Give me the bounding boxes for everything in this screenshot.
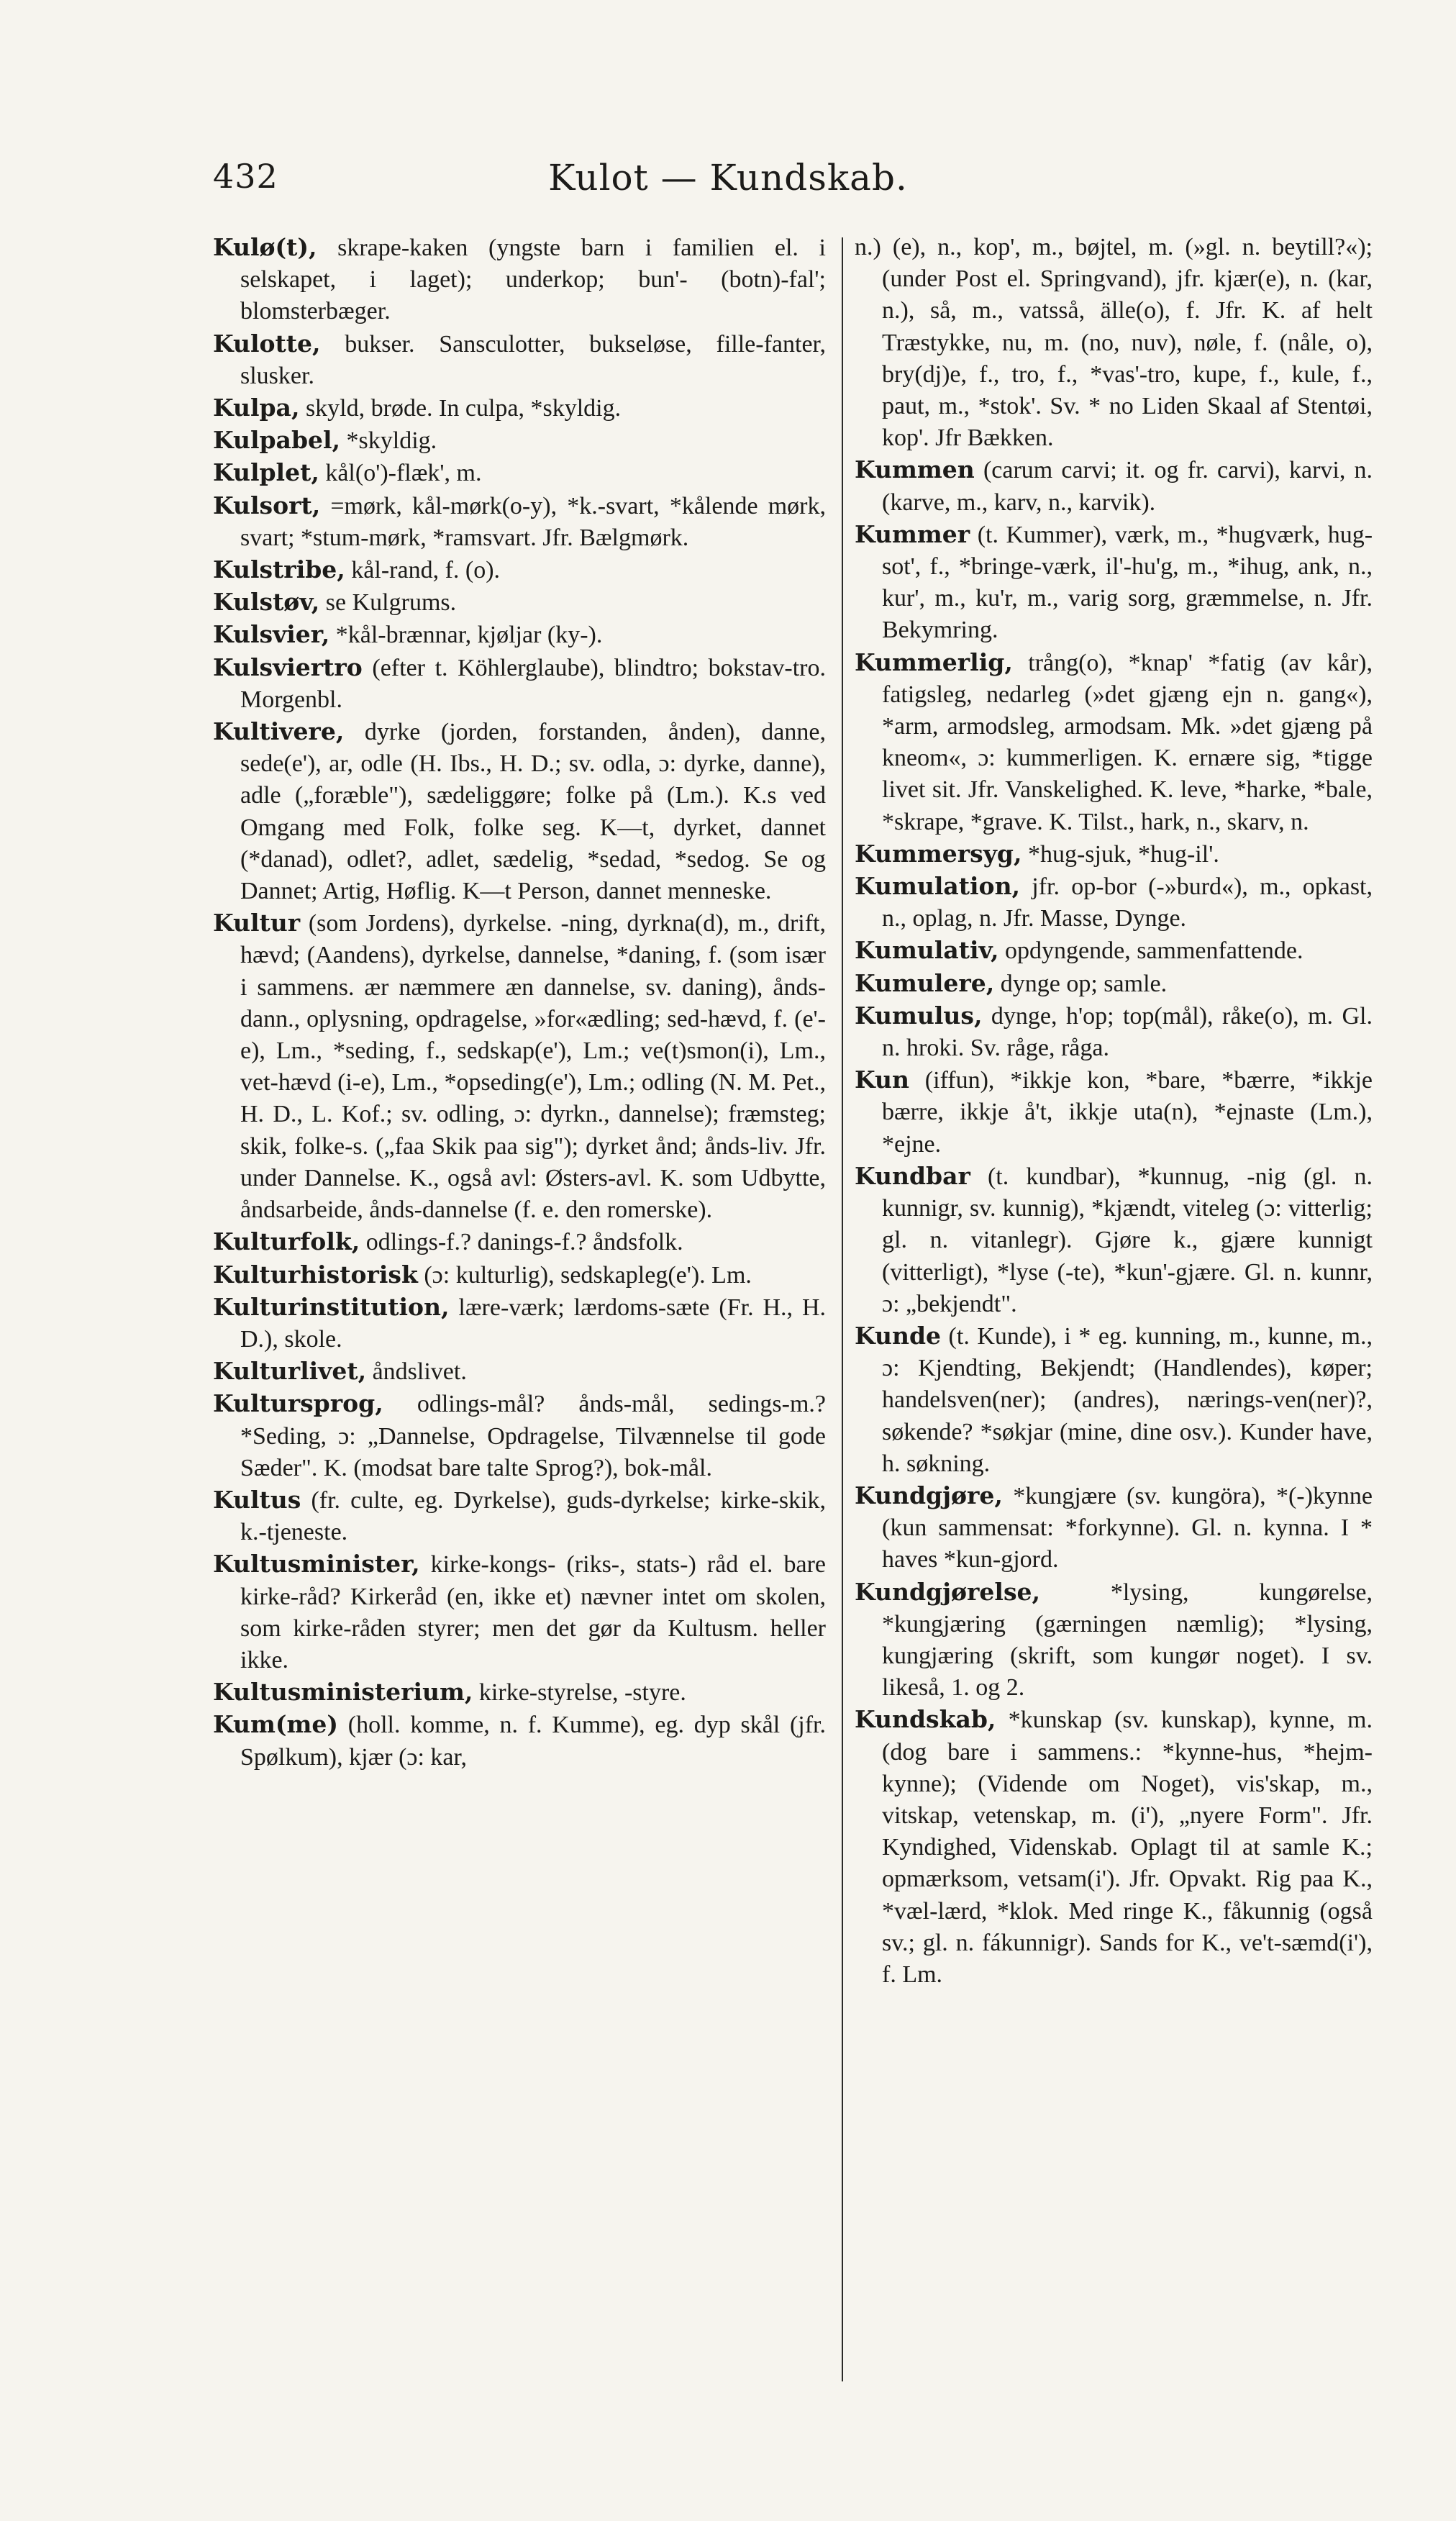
entry-definition: *kungjære (sv. kungöra), *(-)kynne (kun sammensat: *forkynne). Gl. n. kynna. I * haves *kun-gjord. [882, 1482, 1373, 1573]
right-column [855, 232, 1373, 2390]
entry-headword: Kundgjøre, [855, 1481, 1003, 1509]
entry-headword: Kumulation, [855, 872, 1021, 901]
entry-headword: Kummer [855, 519, 970, 548]
dictionary-entry [213, 586, 826, 619]
entry-headword: Kulø(t), [213, 233, 317, 261]
entry-headword: Kulotte, [213, 329, 321, 358]
entry-definition: (fr. culte, eg. Dyrkelse), guds-dyrkelse; kirke-skik, k.-tjeneste. [240, 1486, 826, 1546]
entry-headword: Kultus [213, 1485, 301, 1514]
entry-definition: (efter t. Köhlerglaube), blindtro; bokstav-tro. Morgenbl. [240, 654, 826, 713]
entry-headword: Kulturlivet, [213, 1357, 367, 1386]
entry-headword: Kultusminister, [213, 1550, 420, 1579]
entry-headword: Kulturfolk, [213, 1227, 360, 1256]
entry-headword: Kum(me) [213, 1710, 339, 1739]
page-number: 432 [213, 157, 278, 196]
entry-headword: Kulpabel, [213, 426, 341, 455]
dictionary-entry [855, 647, 1373, 838]
dictionary-entry [213, 1548, 826, 1676]
entry-definition: lære-værk; lærdoms-sæte (Fr. H., H. D.), skole. [240, 1294, 826, 1353]
entry-headword: Kundbar [855, 1161, 970, 1190]
entry-definition: (holl. komme, n. f. Kumme), eg. dyp skål (jfr. Spølkum), kjær (ɔ: kar, [240, 1712, 826, 1771]
entry-definition: dyrke (jorden, forstanden, ånden), danne, sede(e'), ar, odle (H. Ibs., H. D.; sv. odla, ɔ: dyrke, danne), adle („foræble"), sædeliggøre; folke på (Lm.). K.s ved Omgang med Folk, folke seg. K—t, dyrket, dannet (*danad), odlet?, adlet, sædelig, *sedad, *sedog. Se og Dannet; Artig, Høflig. K—t Person, dannet menneske. [240, 719, 826, 905]
dictionary-entry [213, 1676, 826, 1709]
entry-headword: Kundskab, [855, 1705, 996, 1734]
entry-definition: kål-rand, f. (o). [351, 557, 501, 584]
entry-definition: kirke-kongs- (riks-, stats-) råd el. bare kirke-råd? Kirkeråd (en, ikke et) nævner intet om skolen, som kirke-råden styrer; men det gør da Kultusm. heller ikke. [240, 1551, 826, 1673]
running-head: Kulot — Kundskab. [548, 157, 908, 199]
dictionary-entry [855, 968, 1373, 1000]
entry-headword: Kultusministerium, [213, 1678, 473, 1707]
entry-definition: dynge, h'op; top(mål), råke(o), m. Gl. n. hroki. Sv. råge, råga. [882, 1002, 1373, 1062]
entry-headword: Kulpa, [213, 394, 300, 422]
entry-definition: =mørk, kål-mørk(o-y), *k.-svart, *kålende mørk, svart; *stum-mørk, *ramsvart. Jfr. Bælgmørk. [240, 492, 826, 551]
entry-definition: dynge op; samle. [1000, 970, 1168, 997]
dictionary-entry [855, 232, 1373, 454]
entry-definition: *kål-brænnar, kjøljar (ky-). [335, 622, 603, 649]
entry-definition: skrape-kaken (yngste barn i familien el. i selskapet, i laget); underkop; bun'- (botn)-fal'; blomsterbæger. [240, 235, 826, 325]
dictionary-entry [855, 1160, 1373, 1320]
entry-definition: *skyldig. [346, 427, 437, 455]
dictionary-entry [855, 1480, 1373, 1576]
entry-headword: Kummerlig, [855, 648, 1013, 676]
entry-headword: Kulplet, [213, 458, 319, 487]
entry-definition: (carum carvi; it. og fr. carvi), karvi, n. (karve, m., karv, n., karvik). [882, 457, 1373, 516]
entry-definition: jfr. op-bor (-»burd«), m., opkast, n., oplag, n. Jfr. Masse, Dynge. [882, 873, 1373, 932]
dictionary-entry [213, 490, 826, 554]
dictionary-entry [855, 1704, 1373, 1991]
dictionary-entry [213, 1259, 826, 1291]
entry-definition: bukser. Sansculotter, bukseløse, fille-fanter, slusker. [240, 330, 826, 389]
entry-headword: Kummersyg, [855, 839, 1022, 868]
dictionary-entry [213, 457, 826, 489]
dictionary-entry [213, 1388, 826, 1484]
column-divider [842, 237, 843, 2381]
entry-headword: Kultursprog, [213, 1389, 383, 1418]
entry-headword: Kumulus, [855, 1001, 983, 1030]
entry-definition: kirke-styrelse, -styre. [478, 1679, 686, 1707]
entry-headword: Kumulativ, [855, 936, 999, 965]
entry-definition: trång(o), *knap' *fatig (av kår), fatigsleg, nedarleg (»det gjæng ejn n. gang«), *arm, armodsleg, armodsam. Mk. »det gjæng på kneom«, ɔ: kummerligen. K. ernære sig, *tigge livet sit. Jfr. Vanskelighed. K. leve, *harke, *bale, *skrape, *grave. K. Tilst., hark, n., skarv, n. [882, 649, 1373, 835]
entry-headword: Kun [855, 1066, 909, 1094]
dictionary-entry [213, 424, 826, 457]
dictionary-entry [213, 652, 826, 716]
dictionary-entry [855, 519, 1373, 647]
entry-definition: odlings-f.? danings-f.? åndsfolk. [365, 1229, 683, 1256]
dictionary-entry [855, 1064, 1373, 1160]
dictionary-entry [213, 328, 826, 392]
dictionary-entry [213, 716, 826, 907]
entry-definition: n.) (e), n., kop', m., bøjtel, m. (»gl. n. beytill?«); (under Post el. Springvand), jfr. kjær(e), n. (kar, n.), så, m., vatsså, älle(o), f. Jfr. K. af helt Træstykke, nu, m. (no, nuv), nøle, f. (nåle, o), bry(dj)e, f., tro, f., *vas'-tro, kupe, f., kule, f., paut, m., *stok'. Sv. * no Liden Skaal af Stentøi, kop'. Jfr Bækken. [855, 234, 1373, 452]
dictionary-entry [213, 1291, 826, 1355]
dictionary-entry [855, 1320, 1373, 1480]
page-header [0, 157, 1456, 207]
entry-headword: Kundgjørelse, [855, 1577, 1041, 1606]
entry-definition: odlings-mål? ånds-mål, sedings-m.? *Seding, ɔ: „Dannelse, Opdragelse, Tilvænnelse til gode Sæder". K. (modsat bare talte Sprog?), bok-mål. [240, 1391, 826, 1481]
dictionary-entry [855, 935, 1373, 967]
dictionary-entry [213, 392, 826, 424]
dictionary-entry [213, 1709, 826, 1773]
entry-definition: (ɔ: kulturlig), sedskapleg(e'). Lm. [424, 1261, 752, 1289]
dictionary-entry [855, 838, 1373, 871]
dictionary-entry [213, 1226, 826, 1258]
entry-headword: Kummen [855, 455, 975, 484]
entry-headword: Kulsvier, [213, 620, 330, 649]
entry-headword: Kulturhistorisk [213, 1260, 418, 1289]
entry-definition: opdyngende, sammenfattende. [1005, 937, 1303, 965]
dictionary-entry [855, 1000, 1373, 1064]
entry-headword: Kulstøv, [213, 588, 320, 617]
entry-headword: Kulsviertro [213, 653, 363, 681]
entry-definition: (iffun), *ikkje kon, *bare, *bærre, *ikkje bærre, ikkje å't, ikkje uta(n), *ejnaste (Lm.), *ejne. [882, 1067, 1373, 1158]
entry-definition: (t. Kummer), værk, m., *hugværk, hug-sot', f., *bringe-værk, il'-hu'g, m., *ihug, ank, n., kur', m., ku'r, m., varig sorg, græmmelse, n. Jfr. Bekymring. [882, 521, 1373, 644]
entry-headword: Kultivere, [213, 717, 345, 746]
dictionary-entry [213, 554, 826, 586]
entry-definition: (som Jordens), dyrkelse. -ning, dyrkna(d), m., drift, hævd; (Aandens), dyrkelse, dannelse, *daning, f. (som især i sammens. ær næmmere æn dannelse, sv. daning), ånds-dann., oplysning, opdragelse, »for«ædling; sed-hævd, f. (e'-e), Lm., *seding, f., sedskap(e'), Lm.; ve(t)smon(i), Lm., vet-hævd (i-e), Lm., *opseding(e'), Lm.; odling (N. M. Pet., H. D., L. Kof.; sv. odling, ɔ: dyrkn., dannelse); fræmsteg; skik, folke-s. („faa Skik paa sig"); dyrket ånd; ånds-liv. Jfr. under Dannelse. K., også avl: Østers-avl. K. som Udbytte, åndsarbeide, ånds-dannelse (f. e. den romerske). [240, 910, 826, 1224]
dictionary-entry [855, 454, 1373, 518]
entry-definition: (t. Kunde), i * eg. kunning, m., kunne, m., ɔ: Kjendting, Bekjendt; (Handlendes), køper; handelsven(ner); (andres), nærings-ven(ner)?, søkende? *søkjar (mine, dine osv.). Kunder have, h. søkning. [882, 1322, 1373, 1477]
dictionary-entry [855, 1576, 1373, 1704]
entry-definition: *kunskap (sv. kunskap), kynne, m. (dog bare i sammens.: *kynne-hus, *hejm-kynne); (Vidende om Noget), vis'skap, m., vitskap, vetenskap, m. (i'), „nyere Form". Jfr. Kyndighed, Videnskab. Oplagt til at samle K.; opmærksom, vetsam(i'). Jfr. Opvakt. Rig paa K., *væl-lærd, *klok. Med ringe K., fåkunnig (også sv.; gl. n. fákunnigr). Sands for K., ve't-sæmd(i'), f. Lm. [882, 1707, 1373, 1988]
entry-definition: skyld, brøde. In culpa, *skyldig. [305, 395, 622, 422]
entry-headword: Kulstribe, [213, 555, 345, 584]
dictionary-entry [213, 907, 826, 1226]
left-column [213, 232, 826, 2390]
entry-definition: kål(o')-flæk', m. [325, 460, 482, 487]
entry-definition: *hug-sjuk, *hug-il'. [1027, 840, 1219, 868]
dictionary-entry [213, 1484, 826, 1548]
entry-headword: Kulturinstitution, [213, 1292, 450, 1321]
entry-headword: Kumulere, [855, 968, 995, 997]
entry-headword: Kunde [855, 1321, 942, 1350]
entry-definition: (t. kundbar), *kunnug, -nig (gl. n. kunnigr, sv. kunnig), *kjændt, viteleg (ɔ: vitterlig; gl. n. vitanlegr). Gjøre k., gjære kunnigt (vitterligt), *lyse (-te), *kun'-gjære. Gl. n. kunnr, ɔ: „bekjendt". [882, 1163, 1373, 1317]
entry-definition: *lysing, kungørelse, *kungjæring (gærningen næmlig); *lysing, kungjæring (skrift, som kungør noget). I sv. likeså, 1. og 2. [882, 1579, 1373, 1702]
entry-definition: åndslivet. [372, 1358, 467, 1386]
dictionary-entry [213, 232, 826, 328]
entry-headword: Kultur [213, 909, 301, 937]
entry-definition: se Kulgrums. [325, 589, 457, 617]
entry-headword: Kulsort, [213, 491, 321, 519]
dictionary-entry [213, 1355, 826, 1388]
dictionary-entry [855, 871, 1373, 935]
dictionary-entry [213, 619, 826, 651]
